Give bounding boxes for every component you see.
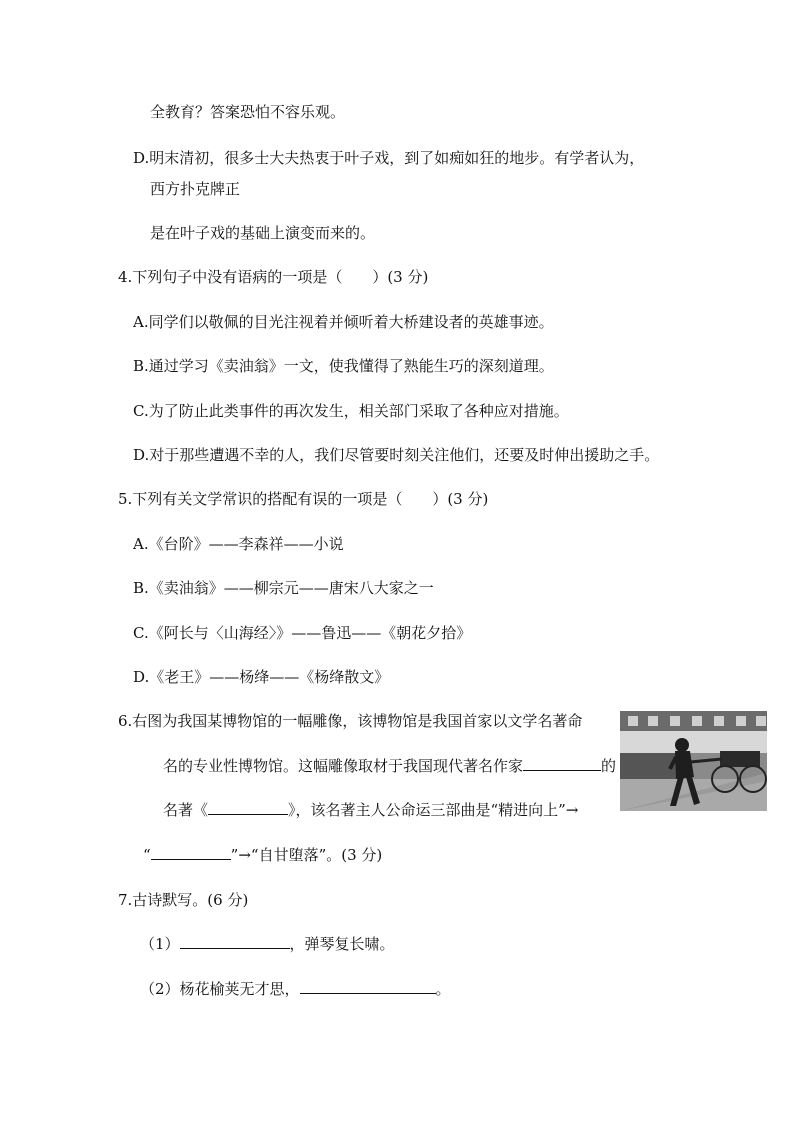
question-5-option-c: C.《阿长与〈山海经〉》——鲁迅——《朝花夕拾》 <box>133 624 472 642</box>
question-6-line-3-text: 名著《 <box>163 801 209 819</box>
fate-stage-answer-blank[interactable] <box>151 845 231 860</box>
question-7-item-2-end: 。 <box>435 980 451 998</box>
option-d-line-2: 西方扑克牌正 <box>150 180 241 198</box>
question-6-line-4 <box>143 845 382 865</box>
option-d-line-3: 是在叶子戏的基础上演变而来的。 <box>150 224 376 242</box>
question-4-option-a: A.同学们以敬佩的目光注视着并倾听着大桥建设者的英雄事迹。 <box>133 313 554 331</box>
rickshaw-puller-sculpture-image <box>620 711 767 811</box>
question-4-stem: 4.下列句子中没有语病的一项是（ ）(3 分) <box>118 268 429 286</box>
option-c-continuation: 全教育？答案恐怕不容乐观。 <box>150 103 346 121</box>
question-6-line-4-quote: “ <box>143 846 151 864</box>
question-6-line-4-end: ”→“自甘堕落”。(3 分) <box>230 846 383 864</box>
question-7-item-1-number: （1） <box>140 935 180 953</box>
question-5-stem: 5.下列有关文学常识的搭配有误的一项是（ ）(3 分) <box>118 490 489 508</box>
question-4-option-b: B.通过学习《卖油翁》一文，使我懂得了熟能生巧的深刻道理。 <box>133 357 554 375</box>
question-7-item-2 <box>140 979 451 999</box>
question-6-line-2-text: 名的专业性博物馆。这幅雕像取材于我国现代著名作家 <box>163 757 524 775</box>
question-5-option-a: A.《台阶》——李森祥——小说 <box>133 535 344 553</box>
poem-line-2-answer-blank[interactable] <box>300 979 436 994</box>
question-6-line-3-end: 》，该名著主人公命运三部曲是“精进向上”→ <box>288 801 579 819</box>
poem-line-1-answer-blank[interactable] <box>180 934 290 949</box>
question-5-option-b: B.《卖油翁》——柳宗元——唐宋八大家之一 <box>133 579 434 597</box>
question-6-line-3 <box>163 800 578 820</box>
question-5-option-d: D.《老王》——杨绛——《杨绛散文》 <box>133 668 390 686</box>
question-7-item-1-text: ，弹琴复长啸。 <box>289 935 395 953</box>
book-title-answer-blank[interactable] <box>208 800 288 815</box>
question-7-stem: 7.古诗默写。(6 分) <box>118 891 249 909</box>
question-6-line-2 <box>163 756 616 776</box>
question-4-option-c: C.为了防止此类事件的再次发生，相关部门采取了各种应对措施。 <box>133 402 569 420</box>
question-7-item-2-text: （2）杨花榆荚无才思， <box>140 980 300 998</box>
option-d-line-1: D.明末清初，很多士大夫热衷于叶子戏，到了如痴如狂的地步。有学者认为， <box>133 149 645 167</box>
question-7-item-1 <box>140 934 395 954</box>
question-6-line-1: 6.右图为我国某博物馆的一幅雕像，该博物馆是我国首家以文学名著命 <box>118 712 583 730</box>
sculpture-photo <box>620 711 767 811</box>
author-answer-blank[interactable] <box>523 756 601 771</box>
question-4-option-d: D.对于那些遭遇不幸的人，我们尽管要时刻关注他们，还要及时伸出援助之手。 <box>133 446 660 464</box>
question-6-line-2-end: 的 <box>601 757 617 775</box>
